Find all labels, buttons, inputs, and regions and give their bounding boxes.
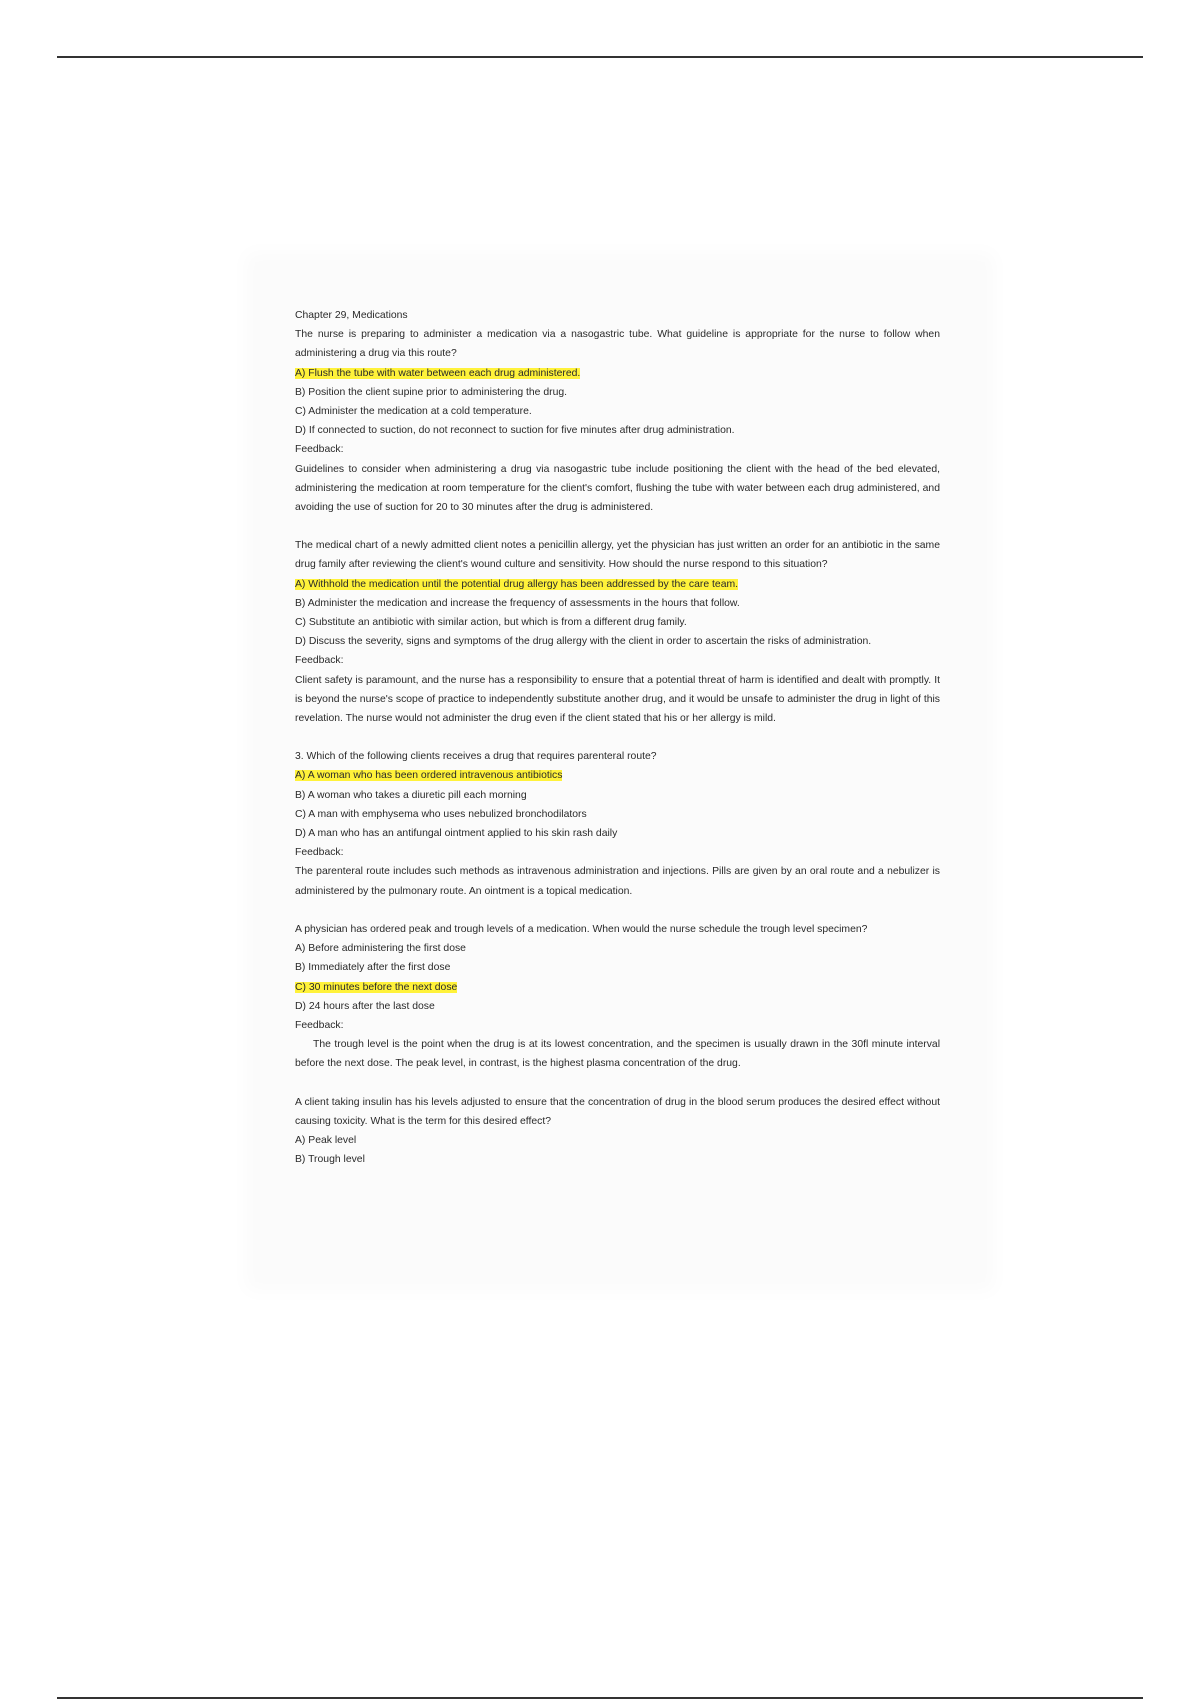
question-stem: A client taking insulin has his levels adjusted to ensure that the concentration of drug in the blood serum produces the desired effect without causing toxicity. What is the term for this desired effect? xyxy=(295,1096,940,1127)
question-stem: The nurse is preparing to administer a medication via a nasogastric tube. What guideline is appropriate for the nurse to follow when administering a drug via this route? xyxy=(295,329,940,360)
feedback-text: Guidelines to consider when administering a drug via nasogastric tube include positioning the client with the head of the bed elevated, administering the medication at room temperature for the client's comfort, flushing the tube with water between each drug administered, and avoiding the use of suction for 20 to 30 minutes after the drug is administered. xyxy=(295,463,940,514)
bottom-divider xyxy=(57,1697,1143,1699)
answer-option xyxy=(295,575,940,594)
answer-option: B) Trough level xyxy=(295,1154,365,1166)
answer-option: D) Discuss the severity, signs and symptoms of the drug allergy with the client in order to ascertain the risks of administration. xyxy=(295,636,872,648)
correct-answer-highlight: A) Flush the tube with water between each drug administered. xyxy=(295,367,581,379)
question-stem: 3. Which of the following clients receives a drug that requires parenteral route? xyxy=(295,751,657,763)
chapter-title: Chapter 29, Medications xyxy=(295,310,408,321)
answer-option: C) Administer the medication at a cold temperature. xyxy=(295,406,532,418)
answer-option xyxy=(295,978,940,997)
answer-option: D) 24 hours after the last dose xyxy=(295,1000,435,1012)
feedback-text: The trough level is the point when the drug is at its lowest concentration, and the specimen is usually drawn in the 30fl minute interval before the next dose. The peak level, in contrast, is the highest plasma concentration of the drug. xyxy=(295,1039,940,1070)
answer-option: A) Before administering the first dose xyxy=(295,943,466,955)
correct-answer-highlight: A) Withhold the medication until the potential drug allergy has been addressed by the care team. xyxy=(295,578,739,590)
answer-option: B) Position the client supine prior to administering the drug. xyxy=(295,386,568,398)
question-spacer xyxy=(295,517,940,536)
answer-option xyxy=(295,766,940,785)
answer-option: C) Substitute an antibiotic with similar action, but which is from a different drug family. xyxy=(295,617,687,629)
correct-answer-highlight: A) A woman who has been ordered intravenous antibiotics xyxy=(295,770,563,782)
feedback-label: Feedback: xyxy=(295,847,344,859)
question-spacer xyxy=(295,1074,940,1093)
question-spacer xyxy=(295,901,940,920)
answer-option: D) A man who has an antifungal ointment applied to his skin rash daily xyxy=(295,828,618,840)
answer-option: C) A man with emphysema who uses nebulized bronchodilators xyxy=(295,808,587,820)
feedback-label: Feedback: xyxy=(295,444,344,456)
document-content xyxy=(295,306,940,1169)
answer-option: B) Immediately after the first dose xyxy=(295,962,451,974)
answer-option: B) A woman who takes a diuretic pill each morning xyxy=(295,789,527,801)
top-divider xyxy=(57,56,1143,58)
correct-answer-highlight: C) 30 minutes before the next dose xyxy=(295,981,458,993)
question-stem: A physician has ordered peak and trough levels of a medication. When would the nurse schedule the trough level specimen? xyxy=(295,923,868,935)
answer-option: A) Peak level xyxy=(295,1134,357,1146)
feedback-text: Client safety is paramount, and the nurse has a responsibility to ensure that a potential threat of harm is identified and dealt with promptly. It is beyond the nurse's scope of practice to independently substitute another drug, and it would be unsafe to administer the drug in light of this revelation. The nurse would not administer the drug even if the client stated that his or her allergy is mild. xyxy=(295,674,940,725)
answer-option: D) If connected to suction, do not reconnect to suction for five minutes after drug administration. xyxy=(295,425,735,437)
feedback-label: Feedback: xyxy=(295,1019,344,1031)
question-stem: The medical chart of a newly admitted client notes a penicillin allergy, yet the physician has just written an order for an antibiotic in the same drug family after reviewing the client's wound culture and sensitivity. How should the nurse respond to this situation? xyxy=(295,540,940,571)
answer-option xyxy=(295,364,940,383)
feedback-label: Feedback: xyxy=(295,655,344,667)
feedback-text: The parenteral route includes such methods as intravenous administration and injections. Pills are given by an oral route and a nebulizer is administered by the pulmonary route. An ointment is a topical medication. xyxy=(295,866,940,897)
answer-option: B) Administer the medication and increase the frequency of assessments in the hours that follow. xyxy=(295,597,740,609)
question-spacer xyxy=(295,728,940,747)
